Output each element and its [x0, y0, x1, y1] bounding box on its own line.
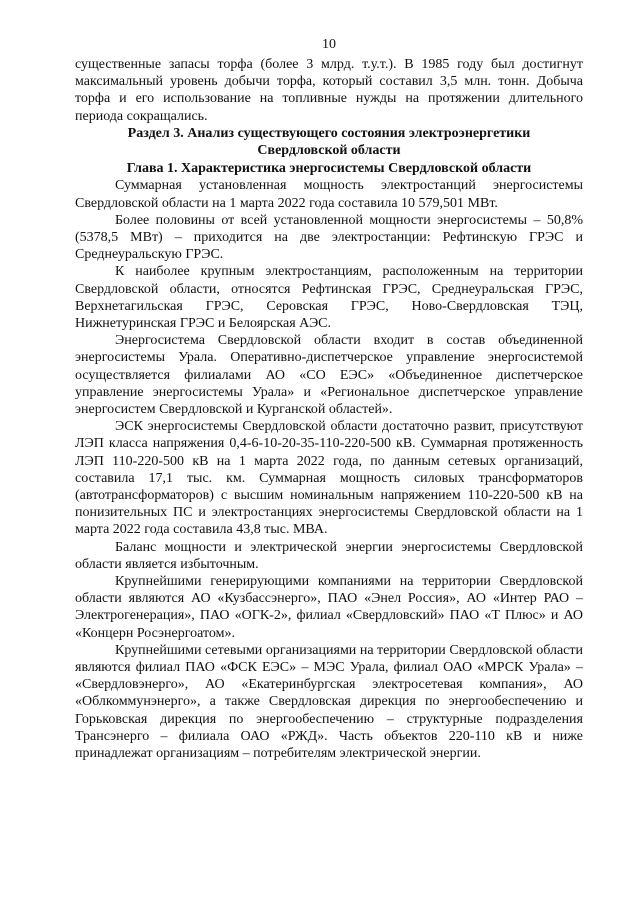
paragraph-generating-companies: Крупнейшими генерирующими компаниями на территории Свердловской области являются АО «Кузбассэнерго», ПАО «Энел Россия», АО «Интер РАО – Электрогенерация», ПАО «ОГК-2», филиал «Свердловский» ПАО «Т Плюс» и АО «Концерн Росэнергоатом».: [75, 573, 583, 641]
paragraph-dispatch-control: Энергосистема Свердловской области входит в состав объединенной энергосистемы Урала. Оперативно-диспетчерское управление энергосистемой осуществляется филиалами АО «СО ЕЭС» «Объединенное диспетчерское управление энергосистемы Урала» и «Региональное диспетчерское управление энергосистем Свердловской и Курганской областей».: [75, 333, 583, 417]
section-heading: Раздел 3. Анализ существующего состояния электроэнергетики Свердловской области: [127, 125, 531, 159]
paragraph-capacity-share: Более половины от всей установленной мощности энергосистемы – 50,8% (5378,5 МВт) – приходится на две электростанции: Рефтинскую ГРЭС и Среднеуральскую ГРЭС.: [75, 212, 583, 263]
page-number: 10: [322, 37, 336, 52]
document-page: [75, 36, 583, 762]
chapter-heading: Глава 1. Характеристика энергосистемы Свердловской области: [126, 160, 532, 176]
paragraph-installed-capacity: Суммарная установленная мощность электростанций энергосистемы Свердловской области на 1 марта 2022 года составила 10 579,501 МВт.: [75, 178, 583, 211]
paragraph-largest-plants: К наиболее крупным электростанциям, расположенным на территории Свердловской области, относятся Рефтинская ГРЭС, Среднеуральская ГРЭС, Верхнетагильская ГРЭС, Серовская ГРЭС, Ново-Свердловская ТЭЦ, Нижнетуринская ГРЭС и Белоярская АЭС.: [75, 264, 583, 331]
intro-paragraph: существенные запасы торфа (более 3 млрд. т.у.т.). В 1985 году был достигнут максимальный уровень добычи торфа, который составил 3,5 млн. тонн. Добыча торфа и его использование на топливные нужды на протяжении длительного периода сокращались.: [75, 57, 583, 124]
paragraph-grid-organizations: Крупнейшими сетевыми организациями на территории Свердловской области являются филиал ПАО «ФСК ЕЭС» – МЭС Урала, филиал ОАО «МРСК Урала» – «Свердловэнерго», АО «Екатеринбургская электросетевая компания», АО «Облкоммунэнерго», а также Свердловская дирекция по энергообеспечению и Горьковская дирекция по энергообеспечению – структурные подразделения Трансэнерго – филиала ОАО «РЖД». Часть объектов 220-110 кВ и ниже принадлежат организациям – потребителям электрической энергии.: [75, 642, 583, 762]
paragraph-grid-network: ЭСК энергосистемы Свердловской области достаточно развит, присутствуют ЛЭП класса напряжения 0,4-6-10-20-35-110-220-500 кВ. Суммарная протяженность ЛЭП 110-220-500 кВ на 1 марта 2022 года, по данным сетевых организаций, составила 17,1 тыс. км. Суммарная мощность силовых трансформаторов (автотрансформаторов) с высшим номинальным напряжением 110-220-500 кВ на понизительных ПС и электростанциях энергосистемы Свердловской области на 1 марта 2022 года составила 43,8 тыс. МВА.: [75, 419, 583, 538]
paragraph-power-balance: Баланс мощности и электрической энергии энергосистемы Свердловской области является избыточным.: [75, 539, 583, 572]
